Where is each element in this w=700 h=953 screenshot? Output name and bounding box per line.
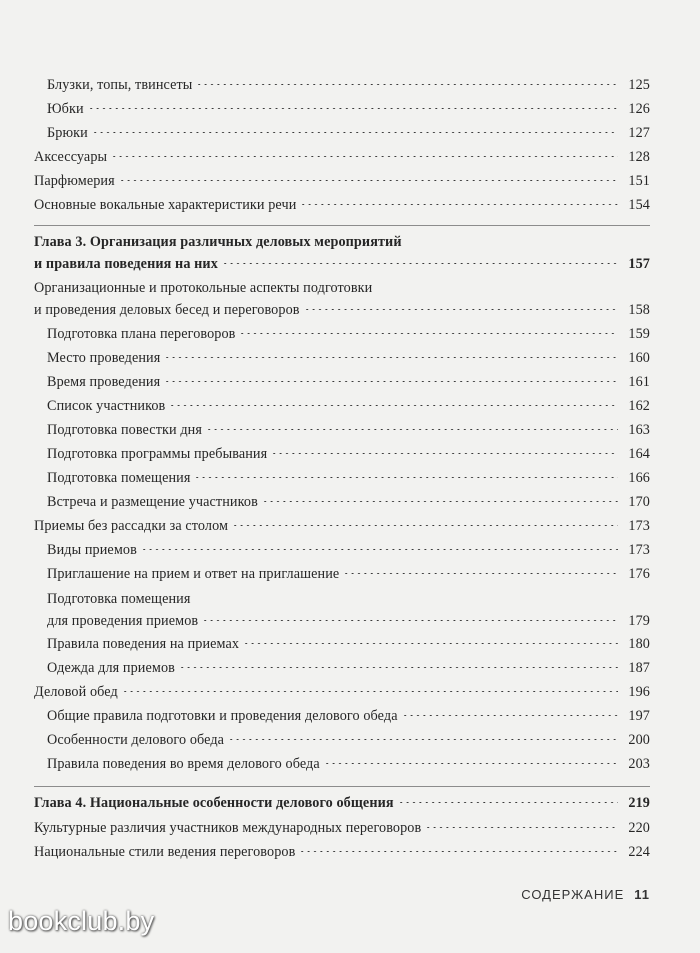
toc-entry-page: 127 (628, 125, 650, 141)
section-title: СОДЕРЖАНИЕ (521, 887, 625, 902)
dot-leader (222, 263, 618, 264)
toc-entry-title: Место проведения (47, 350, 161, 366)
toc-entry-title: Особенности делового обеда (47, 732, 225, 748)
dot-leader (343, 573, 618, 574)
toc-entry-page: 170 (628, 494, 650, 510)
toc-entry (34, 277, 650, 321)
toc-entry-title: Национальные стили ведения переговоров (34, 844, 296, 860)
dot-leader (194, 477, 618, 478)
toc-entry (47, 98, 650, 120)
toc-entry (34, 515, 650, 537)
toc-entry (47, 633, 650, 655)
watermark: bookclub.by (8, 906, 155, 936)
page-number: 11 (634, 887, 650, 902)
toc-entry (47, 347, 650, 369)
dot-leader (398, 802, 618, 803)
dot-leader (271, 453, 618, 454)
toc-entry-page: 173 (628, 542, 650, 558)
dot-leader (402, 715, 618, 716)
dot-leader (239, 333, 618, 334)
toc-entry-page: 151 (628, 173, 650, 189)
toc-entry (47, 467, 650, 489)
toc-entry (47, 705, 650, 727)
toc-entry-page: 162 (628, 398, 650, 414)
toc-entry-page: 164 (628, 446, 650, 462)
dot-leader (111, 156, 618, 157)
toc-entry-title: для проведения приемов (47, 613, 199, 629)
toc-entry-title: Встреча и размещение участников (47, 494, 258, 510)
page-footer (521, 887, 650, 902)
toc-entry (47, 395, 650, 417)
toc-entry (47, 588, 650, 632)
toc-entry-title: Правила поведения во время делового обеда (47, 756, 320, 772)
dot-leader (228, 739, 618, 740)
toc-entry (47, 729, 650, 751)
toc-entry-title: Основные вокальные характеристики речи (34, 197, 297, 213)
toc-entry-page: 128 (628, 149, 650, 165)
dot-leader (179, 667, 618, 668)
toc-entry-title-line1: Подготовка помещения (47, 591, 191, 607)
toc-entry-title: Подготовка плана переговоров (47, 326, 236, 342)
toc-entry-title-line1: Глава 3. Организация различных деловых мероприятий (34, 234, 402, 250)
dot-leader (164, 381, 618, 382)
toc-entry-title: Аксессуары (34, 149, 108, 165)
toc-entry (34, 841, 650, 863)
dot-leader (119, 180, 618, 181)
toc-chapter (34, 231, 650, 275)
toc-entry-page: 157 (628, 256, 650, 272)
toc-entry-page: 161 (628, 374, 650, 390)
toc-entry-title: Блузки, топы, твинсеты (47, 77, 193, 93)
toc-entry (34, 194, 650, 216)
toc-entry-page: 158 (628, 302, 650, 318)
toc-entry-title: Виды приемов (47, 542, 137, 558)
toc-entry-page: 159 (628, 326, 650, 342)
toc-entry (47, 419, 650, 441)
toc-entry-page: 179 (628, 613, 650, 629)
toc-entry-page: 126 (628, 101, 650, 117)
dot-leader (122, 691, 618, 692)
dot-leader (232, 525, 618, 526)
toc-entry-title: Правила поведения на приемах (47, 636, 240, 652)
toc-entry-title: Юбки (47, 101, 84, 117)
toc-entry (47, 657, 650, 679)
toc-entry (47, 371, 650, 393)
toc-entry-page: 176 (628, 566, 650, 582)
toc-entry-page: 203 (628, 756, 650, 772)
toc-entry-title: Подготовка программы пребывания (47, 446, 268, 462)
toc-entry-title: Общие правила подготовки и проведения делового обеда (47, 708, 398, 724)
dot-leader (141, 549, 618, 550)
dot-leader (196, 84, 618, 85)
toc-entry-page: 125 (628, 77, 650, 93)
dot-leader (88, 108, 618, 109)
toc-entry (47, 74, 650, 96)
toc-entry-page: 219 (628, 795, 650, 811)
dot-leader (425, 827, 618, 828)
dot-leader (304, 309, 618, 310)
toc-entry-title: Деловой обед (34, 684, 118, 700)
toc-entry (34, 681, 650, 703)
toc-entry-page: 224 (628, 844, 650, 860)
toc-entry (47, 323, 650, 345)
toc-entry (47, 491, 650, 513)
dot-leader (202, 620, 618, 621)
dot-leader (92, 132, 618, 133)
toc-entry-title: Глава 4. Национальные особенности делового общения (34, 795, 394, 811)
toc-entry-page: 163 (628, 422, 650, 438)
toc-entry-title: Подготовка повестки дня (47, 422, 202, 438)
dot-leader (206, 429, 618, 430)
divider (34, 786, 650, 787)
toc-entry-page: 220 (628, 820, 650, 836)
toc-entry-title: и правила поведения на них (34, 256, 218, 272)
toc-entry (34, 170, 650, 192)
toc-entry (47, 539, 650, 561)
dot-leader (262, 501, 618, 502)
toc-entry (34, 817, 650, 839)
toc-entry-page: 187 (628, 660, 650, 676)
toc-entry-title: Одежда для приемов (47, 660, 175, 676)
toc-entry-title: Подготовка помещения (47, 470, 191, 486)
toc-entry-page: 166 (628, 470, 650, 486)
dot-leader (243, 643, 618, 644)
toc-entry-page: 160 (628, 350, 650, 366)
toc-entry (47, 443, 650, 465)
toc-entry-page: 154 (628, 197, 650, 213)
toc-entry-title: Культурные различия участников международных переговоров (34, 820, 422, 836)
dot-leader (169, 405, 618, 406)
toc-entry (34, 146, 650, 168)
toc-entry (47, 753, 650, 775)
toc-entry-page: 196 (628, 684, 650, 700)
dot-leader (164, 357, 618, 358)
toc-entry-page: 197 (628, 708, 650, 724)
dot-leader (324, 763, 618, 764)
dot-leader (300, 204, 618, 205)
toc-entry-title: Брюки (47, 125, 88, 141)
toc-entry-title: Приглашение на прием и ответ на приглашение (47, 566, 340, 582)
dot-leader (299, 851, 618, 852)
toc-entry-title: Время проведения (47, 374, 161, 390)
toc-entry (47, 563, 650, 585)
toc-entry-title: и проведения деловых бесед и переговоров (34, 302, 300, 318)
toc-entry (47, 122, 650, 144)
divider (34, 225, 650, 226)
toc-entry-title: Список участников (47, 398, 166, 414)
toc-entry-page: 180 (628, 636, 650, 652)
toc-entry-page: 200 (628, 732, 650, 748)
toc-entry-title: Приемы без рассадки за столом (34, 518, 229, 534)
toc-entry-page: 173 (628, 518, 650, 534)
toc-chapter (34, 792, 650, 814)
toc-entry-title: Парфюмерия (34, 173, 115, 189)
toc-entry-title-line1: Организационные и протокольные аспекты подготовки (34, 280, 373, 296)
